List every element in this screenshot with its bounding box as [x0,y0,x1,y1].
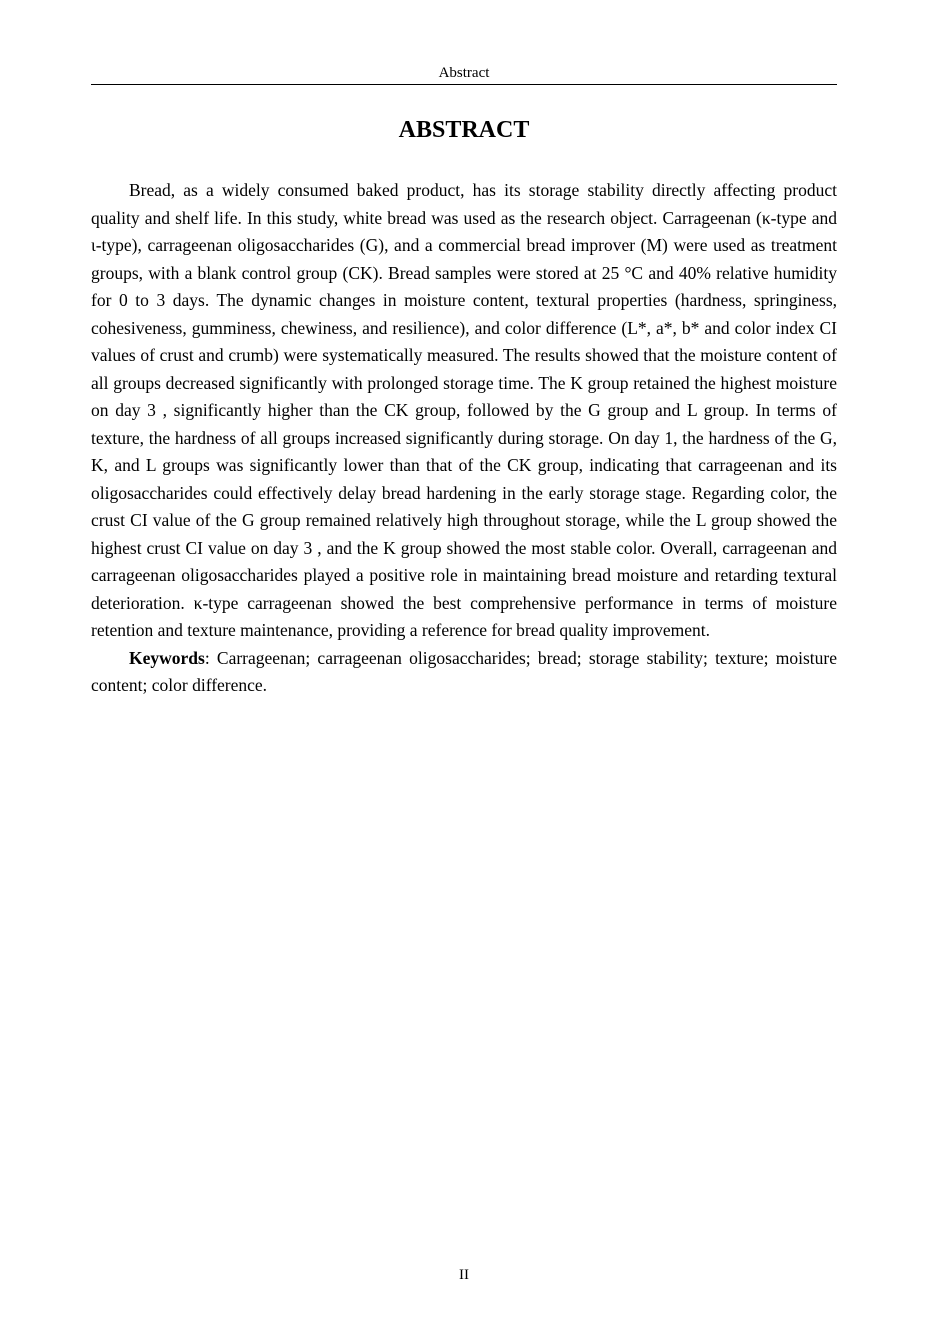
page-number: II [459,1267,469,1283]
abstract-paragraph: Bread, as a widely consumed baked product, has its storage stability directly affecting product quality and shelf life. In this study, white bread was used as the research object. Carrageenan (κ-type and ι-type), carrageenan oligosaccharides (G), and a commercial bread improver (M) were used as treatment groups, with a blank control group (CK). Bread samples were stored at 25 °C and 40% relative humidity for 0 to 3 days. The dynamic changes in moisture content, textural properties (hardness, springiness, cohesiveness, gumminess, chewiness, and resilience), and color difference (L*, a*, b* and color index CI values of crust and crumb) were systematically measured. The results showed that the moisture content of all groups decreased significantly with prolonged storage time. The K group retained the highest moisture on day 3 , significantly higher than the CK group, followed by the G group and L group. In terms of texture, the hardness of all groups increased significantly during storage. On day 1, the hardness of the G, K, and L groups was significantly lower than that of the CK group, indicating that carrageenan and its oligosaccharides could effectively delay bread hardening in the early storage stage. Regarding color, the crust CI value of the G group remained relatively high throughout storage, while the L group showed the highest crust CI value on day 3 , and the K group showed the most stable color. Overall, carrageenan and carrageenan oligosaccharides played a positive role in maintaining bread moisture and retarding textural deterioration. κ-type carrageenan showed the best comprehensive performance in terms of moisture retention and texture maintenance, providing a reference for bread quality improvement. [91,180,837,640]
keywords-label: Keywords [129,647,205,668]
page-title: ABSTRACT [398,117,530,143]
header-rule [91,84,837,85]
running-header: Abstract [438,65,490,81]
keywords-list: : Carrageenan; carrageenan oligosaccharides; bread; storage stability; texture; moisture content; color difference. [91,647,837,695]
keywords-paragraph [91,645,837,700]
abstract-body [91,177,837,700]
